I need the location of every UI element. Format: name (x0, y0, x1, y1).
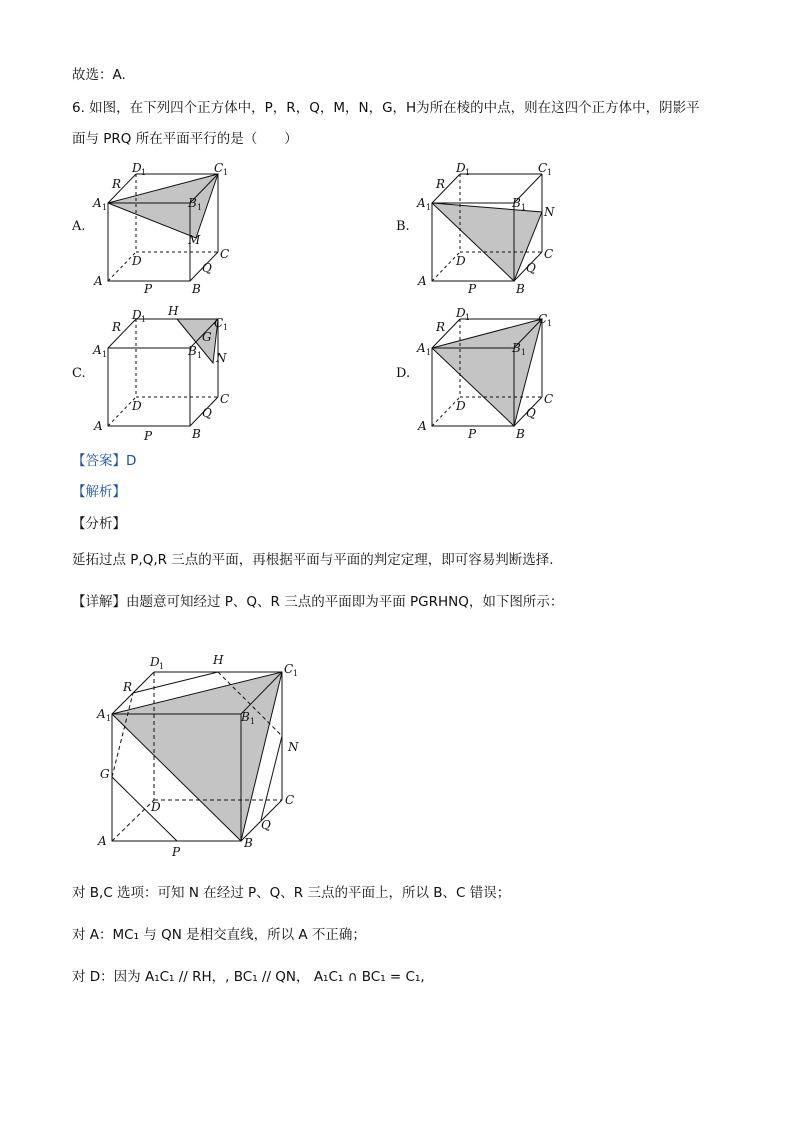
option-d-label: D. (396, 366, 411, 381)
label-c: C (220, 247, 230, 261)
option-a-label: A. (72, 219, 86, 234)
svg-text:A: A (418, 274, 427, 288)
fenxi-heading: 【分析】 (72, 516, 126, 532)
label-g: G (202, 330, 212, 344)
svg-text:C: C (538, 312, 548, 326)
svg-text:1: 1 (141, 315, 147, 324)
svg-text:G: G (100, 767, 110, 781)
svg-text:C: C (285, 793, 295, 807)
svg-text:1: 1 (293, 669, 299, 678)
svg-text:A: A (418, 419, 427, 433)
svg-text:N: N (288, 740, 299, 754)
answer-line: 【答案】D (72, 453, 137, 469)
question-6-stem-line1: 6. 如图，在下列四个正方体中，P，R，Q，M，N，G，H为所在棱的中点，则在这四个正方体中，阴影平 (72, 100, 700, 116)
label-m: M (188, 233, 201, 247)
svg-text:A: A (94, 419, 103, 433)
analysis-a: 对 A：MC₁ 与 QN 是相交直线，所以 A 不正确； (72, 927, 366, 943)
svg-text:1: 1 (223, 168, 229, 177)
svg-text:1: 1 (102, 203, 108, 212)
svg-text:B: B (516, 427, 525, 440)
label-d1: D (132, 161, 142, 175)
label-d: D (132, 254, 142, 268)
svg-text:C: C (538, 161, 548, 175)
label-c1: C (214, 161, 224, 175)
svg-text:P: P (468, 282, 477, 295)
svg-text:Q: Q (202, 406, 212, 420)
svg-text:1: 1 (223, 323, 229, 332)
detail-text: 【详解】由题意可知经过 P、Q、R 三点的平面即为平面 PGRHNQ，如下图所示： (72, 594, 564, 610)
svg-text:A: A (417, 341, 426, 355)
cube-figure-a (92, 160, 242, 295)
svg-text:Q: Q (526, 261, 536, 275)
svg-text:A: A (93, 343, 102, 357)
analysis-bc: 对 B,C 选项：可知 N 在经过 P、Q、R 三点的平面上，所以 B、C 错误； (72, 885, 511, 901)
svg-text:A: A (98, 834, 107, 848)
svg-text:D: D (150, 655, 160, 669)
svg-text:1: 1 (141, 168, 147, 177)
svg-text:C: C (284, 662, 294, 676)
svg-text:D: D (132, 308, 142, 322)
svg-text:1: 1 (465, 313, 471, 322)
svg-text:B: B (512, 196, 521, 210)
analysis-heading: 【解析】 (72, 484, 126, 500)
label-n: N (544, 205, 555, 219)
cube-figure-c (92, 305, 242, 440)
svg-text:C: C (544, 392, 554, 406)
cube-figure-d (416, 305, 566, 440)
svg-text:1: 1 (547, 319, 553, 328)
svg-text:B: B (516, 282, 525, 295)
label-a1: A (93, 196, 102, 210)
label-b: B (192, 282, 201, 295)
svg-text:1: 1 (159, 662, 165, 671)
svg-text:Q: Q (526, 406, 536, 420)
label-b1: B (188, 196, 197, 210)
svg-text:1: 1 (250, 717, 256, 726)
svg-text:P: P (144, 429, 153, 440)
question-6-stem-line2: 面与 PRQ 所在平面平行的是（ ） (72, 131, 298, 147)
svg-text:1: 1 (521, 348, 527, 357)
fenxi-text: 延拓过点 P,Q,R 三点的平面，再根据平面与平面的判定定理，即可容易判断选择. (72, 552, 554, 568)
svg-text:R: R (436, 177, 446, 191)
svg-text:1: 1 (106, 714, 112, 723)
option-b-label: B. (396, 219, 410, 234)
label-a: A (94, 274, 103, 288)
svg-text:D: D (151, 800, 161, 814)
svg-text:1: 1 (465, 168, 471, 177)
svg-text:D: D (456, 254, 466, 268)
svg-text:N: N (216, 351, 227, 365)
svg-text:Q: Q (261, 818, 271, 832)
svg-text:D: D (132, 399, 142, 413)
svg-text:B: B (241, 710, 250, 724)
svg-text:1: 1 (426, 203, 432, 212)
svg-text:R: R (436, 320, 446, 334)
svg-text:C: C (220, 392, 230, 406)
svg-text:1: 1 (197, 351, 203, 360)
svg-text:D: D (456, 399, 466, 413)
label-q: Q (202, 261, 212, 275)
svg-text:B: B (244, 836, 253, 850)
svg-text:P: P (172, 845, 181, 859)
svg-text:D: D (456, 306, 466, 320)
svg-text:1: 1 (102, 350, 108, 359)
svg-text:1: 1 (197, 203, 203, 212)
svg-text:H: H (213, 653, 224, 667)
svg-text:R: R (112, 320, 122, 334)
label-r: R (112, 177, 122, 191)
svg-text:A: A (97, 707, 106, 721)
svg-text:A: A (417, 196, 426, 210)
svg-text:C: C (214, 316, 224, 330)
solution-cube-figure (95, 645, 325, 860)
previous-answer-line: 故选：A. (72, 67, 126, 83)
svg-text:B: B (188, 344, 197, 358)
svg-text:C: C (544, 247, 554, 261)
analysis-d: 对 D：因为 A₁C₁ // RH，, BC₁ // QN， A₁C₁ ∩ BC₁ = C₁, (72, 969, 425, 985)
svg-text:B: B (192, 427, 201, 440)
svg-text:1: 1 (521, 203, 527, 212)
cube-figure-b (416, 160, 566, 295)
label-p: P (144, 282, 153, 295)
svg-text:B: B (512, 341, 521, 355)
svg-text:D: D (456, 161, 466, 175)
svg-text:1: 1 (547, 168, 553, 177)
svg-text:R: R (123, 680, 133, 694)
svg-text:1: 1 (426, 348, 432, 357)
label-h: H (168, 305, 179, 318)
svg-text:P: P (468, 427, 477, 440)
option-c-label: C. (72, 366, 86, 381)
